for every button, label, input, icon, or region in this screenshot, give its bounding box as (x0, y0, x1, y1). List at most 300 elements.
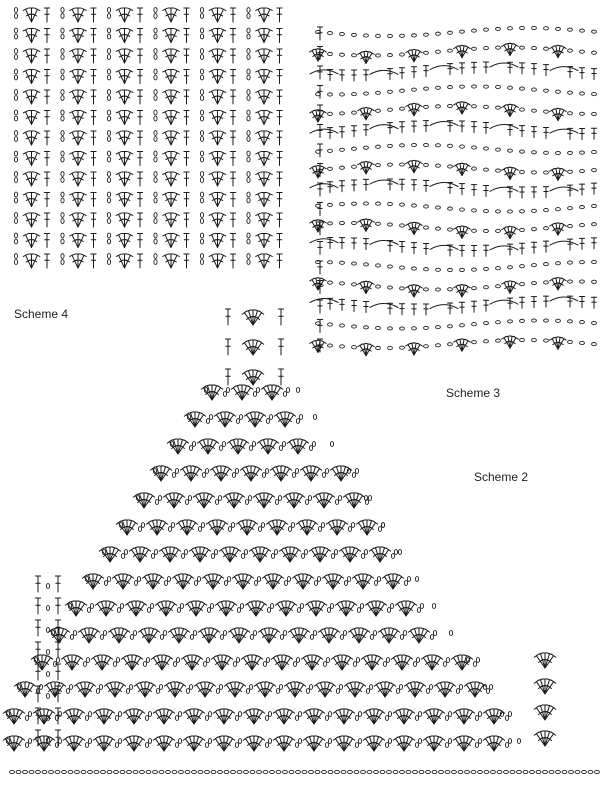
chain-stitch-oval (261, 523, 264, 528)
chain-stitch-oval (377, 577, 380, 582)
chain-stitch-oval (249, 685, 252, 690)
chain-stitch-oval (445, 716, 448, 721)
double-crochet-cross (225, 309, 230, 325)
double-crochet-cross (438, 682, 445, 697)
chain-stitch-oval (562, 770, 567, 773)
chain-stitch-oval (220, 635, 223, 640)
double-crochet-cross (363, 710, 374, 724)
double-crochet-cross (318, 682, 325, 697)
chain-stitch-oval (415, 577, 418, 582)
chain-stitch-oval (595, 770, 600, 773)
double-crochet-cross (140, 548, 151, 562)
chain-stitch-oval (253, 392, 256, 397)
chain-stitch-oval (103, 631, 106, 636)
chain-stitch-oval (254, 581, 257, 586)
double-crochet-cross (367, 521, 378, 535)
double-crochet-cross (320, 548, 331, 562)
chain-stitch-oval (351, 523, 354, 528)
chain-stitch-oval (517, 739, 520, 744)
double-crochet-cross (419, 629, 430, 643)
double-crochet-cross (278, 412, 285, 427)
double-crochet-cross (538, 653, 545, 668)
double-crochet-cross (3, 710, 14, 724)
double-crochet-cross (352, 575, 363, 589)
double-crochet-cross (215, 602, 226, 616)
double-crochet-cross (256, 602, 267, 616)
double-crochet-cross (104, 683, 115, 697)
chain-stitch-oval (296, 658, 299, 663)
chain-stitch-oval (366, 689, 369, 694)
double-crochet-cross (318, 629, 329, 643)
chain-stitch-oval (417, 608, 420, 613)
double-crochet-cross (380, 548, 391, 562)
double-crochet-cross (260, 548, 271, 562)
chain-stitch-oval (380, 770, 385, 773)
double-crochet-cross (194, 737, 205, 751)
chain-stitch-oval (306, 689, 309, 694)
double-crochet-cross (219, 601, 226, 616)
chain-stitch-oval (141, 523, 144, 528)
double-crochet-cross (224, 683, 235, 697)
chain-stitch-oval (159, 685, 162, 690)
double-crochet-cross (234, 494, 245, 508)
chain-stitch-oval (265, 716, 268, 721)
chain-stitch-oval (312, 442, 315, 447)
chain-stitch-oval (219, 446, 222, 451)
chain-stitch-oval (335, 770, 340, 773)
chain-stitch-oval (328, 712, 331, 717)
chain-stitch-oval (385, 743, 388, 748)
chain-stitch-oval (465, 770, 470, 773)
double-crochet-cross (309, 601, 316, 616)
chain-stitch-oval (536, 770, 541, 773)
chain-stitch-oval (336, 689, 339, 694)
double-crochet-cross (246, 310, 253, 325)
chain-stitch-oval (517, 770, 522, 773)
double-crochet-cross (185, 602, 196, 616)
double-crochet-cross (61, 656, 72, 670)
double-crochet-cross (434, 683, 445, 697)
double-crochet-cross (134, 737, 145, 751)
double-crochet-cross (408, 682, 415, 697)
chain-stitch-oval (367, 770, 372, 773)
double-crochet-cross (198, 629, 209, 643)
double-crochet-cross (314, 683, 325, 697)
scheme-3-label: Scheme 3 (446, 386, 501, 400)
double-crochet-cross (76, 602, 87, 616)
double-crochet-cross (464, 737, 475, 751)
double-crochet-cross (296, 574, 303, 589)
chain-stitch-oval (510, 770, 515, 773)
double-crochet-cross (123, 710, 134, 724)
double-crochet-cross (228, 629, 239, 643)
double-crochet-cross (408, 629, 419, 643)
chain-stitch-oval (99, 685, 102, 690)
double-crochet-cross (195, 413, 206, 427)
chain-stitch-oval (432, 770, 437, 773)
double-crochet-cross (279, 601, 286, 616)
chain-stitch-oval (148, 739, 151, 744)
chain-stitch-oval (249, 446, 252, 451)
chain-stitch-oval (271, 554, 274, 559)
double-crochet-cross (212, 386, 223, 400)
chain-stitch-oval (355, 469, 358, 474)
double-crochet-cross (225, 413, 236, 427)
double-crochet-cross (346, 602, 357, 616)
double-crochet-cross (434, 710, 445, 724)
chain-stitch-oval (198, 527, 201, 532)
chain-stitch-oval (134, 581, 137, 586)
double-crochet-cross (172, 628, 179, 643)
double-crochet-cross (367, 709, 374, 724)
double-crochet-cross (335, 655, 342, 670)
chain-stitch-oval (296, 770, 301, 773)
chain-stitch-oval (262, 473, 265, 478)
double-crochet-cross (389, 629, 400, 643)
chain-stitch-oval (341, 770, 346, 773)
chain-stitch-oval (418, 712, 421, 717)
double-crochet-cross (278, 369, 283, 385)
double-crochet-cross (142, 575, 153, 589)
double-crochet-cross (342, 656, 353, 670)
double-crochet-cross (225, 339, 230, 355)
chain-stitch-oval (87, 608, 90, 613)
chain-stitch-oval (25, 743, 28, 748)
double-crochet-cross (164, 710, 175, 724)
double-crochet-cross (348, 682, 355, 697)
double-crochet-cross (287, 493, 294, 508)
chain-stitch-oval (325, 716, 328, 721)
double-crochet-cross (231, 439, 238, 454)
chain-stitch-oval (556, 770, 561, 773)
chain-stitch-oval (107, 577, 110, 582)
double-crochet-cross (397, 709, 404, 724)
chain-stitch-oval (530, 770, 535, 773)
double-crochet-cross (288, 682, 295, 697)
double-crochet-cross (159, 601, 166, 616)
chain-stitch-oval (211, 554, 214, 559)
chain-stitch-oval (160, 635, 163, 640)
double-crochet-cross (78, 629, 89, 643)
chain-stitch-oval (46, 628, 49, 633)
double-crochet-cross (181, 656, 192, 670)
double-crochet-cross (104, 737, 115, 751)
chain-stitch-oval (173, 662, 176, 667)
double-crochet-cross (31, 656, 42, 670)
double-crochet-cross (138, 682, 145, 697)
chain-stitch-oval (399, 685, 402, 690)
double-crochet-cross (462, 656, 473, 670)
chain-stitch-oval (304, 550, 307, 555)
chain-stitch-oval (549, 770, 554, 773)
double-crochet-cross (201, 439, 208, 454)
double-crochet-cross (33, 710, 44, 724)
double-crochet-cross (545, 654, 556, 668)
chain-stitch-oval (449, 631, 452, 636)
double-crochet-cross (299, 629, 310, 643)
chain-stitch-oval (458, 770, 463, 773)
chain-stitch-oval (88, 712, 91, 717)
chain-stitch-oval (430, 635, 433, 640)
chain-stitch-oval (117, 608, 120, 613)
chain-stitch-oval (263, 770, 268, 773)
double-crochet-cross (468, 682, 475, 697)
chain-stitch-oval (364, 550, 367, 555)
chain-stitch-oval (309, 446, 312, 451)
chain-stitch-oval (355, 716, 358, 721)
chain-stitch-oval (504, 770, 509, 773)
chain-stitch-oval (55, 770, 60, 773)
chain-stitch-oval (62, 770, 67, 773)
chain-stitch-oval (295, 469, 298, 474)
chain-stitch-oval (335, 500, 338, 505)
chain-stitch-oval (206, 658, 209, 663)
double-crochet-cross (232, 628, 239, 643)
double-crochet-cross (402, 656, 413, 670)
double-crochet-cross (278, 309, 283, 325)
double-crochet-cross (208, 440, 219, 454)
double-crochet-cross (55, 576, 60, 592)
chain-stitch-oval (266, 658, 269, 663)
chain-stitch-oval (314, 581, 317, 586)
double-crochet-cross (157, 736, 164, 751)
double-crochet-cross (142, 628, 149, 643)
chain-stitch-oval (459, 685, 462, 690)
chain-stitch-oval (413, 662, 416, 667)
double-crochet-cross (397, 736, 404, 751)
double-crochet-cross (356, 574, 363, 589)
chain-stitch-oval (233, 662, 236, 667)
double-crochet-cross (240, 520, 247, 535)
chain-stitch-oval (154, 550, 157, 555)
double-crochet-cross (335, 602, 346, 616)
chain-stitch-oval (543, 770, 548, 773)
chain-stitch-oval (167, 577, 170, 582)
chain-stitch-oval (46, 694, 49, 699)
chain-stitch-oval (327, 608, 330, 613)
double-crochet-cross (373, 547, 380, 562)
chain-stitch-oval (129, 685, 132, 690)
chain-stitch-oval (265, 743, 268, 748)
chain-stitch-oval (237, 770, 242, 773)
chain-stitch-oval (291, 523, 294, 528)
double-crochet-cross (464, 683, 475, 697)
chain-stitch-oval (28, 739, 31, 744)
double-crochet-cross (242, 311, 253, 325)
chain-stitch-oval (263, 662, 266, 667)
double-crochet-cross (258, 629, 269, 643)
double-crochet-cross (331, 656, 342, 670)
double-crochet-cross (309, 548, 320, 562)
chain-stitch-oval (325, 743, 328, 748)
chain-stitch-oval (236, 658, 239, 663)
double-crochet-cross (307, 521, 318, 535)
chain-stitch-oval (334, 550, 337, 555)
chain-stitch-oval (353, 662, 356, 667)
chain-stitch-oval (209, 415, 212, 420)
double-crochet-cross (201, 386, 212, 400)
chain-stitch-oval (317, 577, 320, 582)
chain-stitch-oval (236, 419, 239, 424)
double-crochet-cross (483, 710, 494, 724)
chain-stitch-oval (289, 770, 294, 773)
double-crochet-cross (217, 709, 224, 724)
chain-stitch-oval (322, 770, 327, 773)
double-crochet-cross (206, 574, 213, 589)
double-crochet-cross (538, 705, 545, 720)
double-crochet-cross (153, 575, 164, 589)
double-crochet-cross (236, 521, 247, 535)
chain-stitch-oval (420, 604, 423, 609)
chain-stitch-oval (163, 631, 166, 636)
chain-stitch-oval (194, 581, 197, 586)
double-crochet-cross (325, 683, 336, 697)
chain-stitch-oval (288, 527, 291, 532)
chain-stitch-oval (484, 770, 489, 773)
double-crochet-cross (146, 521, 157, 535)
double-crochet-cross (246, 370, 253, 385)
chain-stitch-oval (205, 716, 208, 721)
scheme-2-label: Scheme 2 (474, 470, 529, 484)
double-crochet-cross (337, 521, 348, 535)
chain-stitch-oval (505, 743, 508, 748)
double-crochet-cross (170, 548, 181, 562)
double-crochet-cross (329, 629, 340, 643)
double-crochet-cross (93, 710, 104, 724)
chain-stitch-oval (188, 496, 191, 501)
double-crochet-cross (227, 493, 234, 508)
chain-stitch-oval (179, 770, 184, 773)
double-crochet-cross (108, 682, 115, 697)
chain-stitch-oval (357, 608, 360, 613)
double-crochet-cross (453, 737, 464, 751)
double-crochet-cross (164, 683, 175, 697)
chain-stitch-oval (39, 685, 42, 690)
chain-stitch-oval (393, 770, 398, 773)
chain-stitch-oval (193, 631, 196, 636)
chain-stitch-oval (340, 635, 343, 640)
double-crochet-cross (65, 602, 76, 616)
chain-stitch-oval (238, 739, 241, 744)
chain-stitch-oval (29, 770, 34, 773)
double-crochet-cross (305, 655, 312, 670)
double-crochet-cross (453, 710, 464, 724)
double-crochet-cross (412, 628, 419, 643)
double-crochet-cross (166, 602, 177, 616)
double-crochet-cross (314, 737, 325, 751)
double-crochet-cross (230, 548, 241, 562)
double-crochet-cross (253, 371, 264, 385)
chain-stitch-oval (140, 770, 145, 773)
double-crochet-cross (386, 574, 393, 589)
double-crochet-cross (274, 413, 285, 427)
chain-stitch-oval (266, 419, 269, 424)
chain-stitch-oval (150, 604, 153, 609)
chain-stitch-oval (432, 604, 435, 609)
double-crochet-cross (281, 467, 292, 481)
chain-stitch-oval (172, 473, 175, 478)
double-crochet-cross (35, 620, 40, 636)
chain-stitch-oval (68, 770, 73, 773)
double-crochet-cross (451, 656, 462, 670)
double-crochet-cross (106, 602, 117, 616)
double-crochet-cross (425, 655, 432, 670)
double-crochet-cross (145, 683, 156, 697)
double-crochet-cross (231, 386, 242, 400)
double-crochet-cross (334, 466, 341, 481)
double-crochet-cross (257, 493, 264, 508)
double-crochet-cross (369, 548, 380, 562)
chain-stitch-oval (296, 388, 299, 393)
chain-stitch-oval (354, 770, 359, 773)
double-crochet-cross (211, 656, 222, 670)
chain-stitch-oval (94, 770, 99, 773)
chain-stitch-oval (282, 442, 285, 447)
chain-stitch-oval (85, 716, 88, 721)
chain-stitch-oval (86, 658, 89, 663)
chain-stitch-oval (175, 469, 178, 474)
chain-stitch-oval (302, 770, 307, 773)
chain-stitch-oval (297, 608, 300, 613)
double-crochet-cross (347, 493, 354, 508)
scheme-4-label: Scheme 4 (14, 307, 69, 321)
double-crochet-cross (164, 737, 175, 751)
chain-stitch-oval (267, 608, 270, 613)
double-crochet-cross (67, 736, 74, 751)
chain-stitch-oval (124, 550, 127, 555)
chain-stitch-oval (257, 770, 262, 773)
chain-stitch-oval (42, 770, 47, 773)
double-crochet-cross (14, 737, 25, 751)
chain-stitch-oval (133, 631, 136, 636)
double-crochet-cross (218, 412, 225, 427)
chain-stitch-oval (374, 581, 377, 586)
double-crochet-cross (311, 467, 322, 481)
chain-stitch-oval (189, 446, 192, 451)
double-crochet-cross (14, 683, 25, 697)
double-crochet-cross (213, 575, 224, 589)
chain-stitch-oval (413, 770, 418, 773)
double-crochet-cross (361, 656, 372, 670)
double-crochet-cross (35, 576, 40, 592)
double-crochet-cross (372, 656, 383, 670)
double-crochet-cross (326, 574, 333, 589)
double-crochet-cross (168, 682, 175, 697)
double-crochet-cross (136, 602, 147, 616)
chain-stitch-oval (426, 770, 431, 773)
double-crochet-cross (3, 737, 14, 751)
chain-stitch-oval (315, 770, 320, 773)
chain-stitch-oval (361, 770, 366, 773)
double-crochet-cross (42, 656, 53, 670)
chain-stitch-oval (118, 712, 121, 717)
chain-stitch-oval (115, 743, 118, 748)
double-crochet-cross (236, 574, 243, 589)
chain-stitch-oval (116, 658, 119, 663)
chain-stitch-oval (278, 496, 281, 501)
double-crochet-cross (312, 656, 323, 670)
double-crochet-cross (247, 521, 258, 535)
double-crochet-cross (202, 575, 213, 589)
double-crochet-cross (55, 642, 60, 658)
chain-stitch-oval (222, 442, 225, 447)
double-crochet-cross (129, 601, 136, 616)
double-crochet-cross (97, 736, 104, 751)
double-crochet-cross (185, 655, 192, 670)
chain-stitch-oval (69, 685, 72, 690)
chain-stitch-oval (180, 604, 183, 609)
chain-stitch-oval (286, 388, 289, 393)
